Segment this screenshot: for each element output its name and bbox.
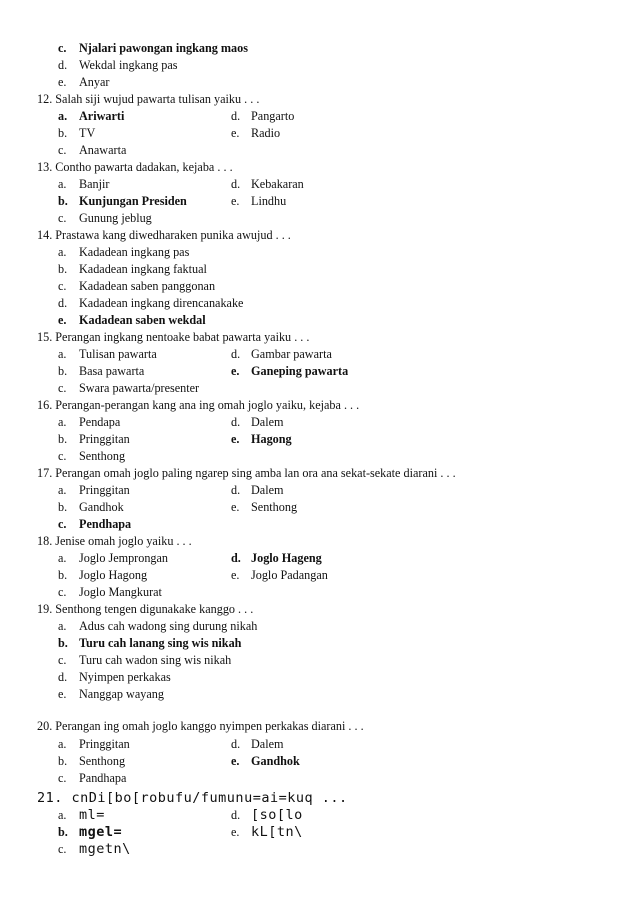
option-letter: d. bbox=[231, 737, 241, 751]
option-text: Gambar pawarta bbox=[251, 347, 332, 361]
option-letter: e. bbox=[231, 500, 240, 514]
option-text: Anyar bbox=[79, 75, 110, 89]
question-text: 12. Salah siji wujud pawarta tulisan yaiku . . . bbox=[37, 92, 260, 106]
option-text: kL[tn\ bbox=[251, 824, 303, 840]
option-text: mgel= bbox=[79, 824, 123, 840]
option-letter: a. bbox=[58, 347, 67, 361]
option-text: Joglo Hageng bbox=[251, 551, 322, 565]
option-text: Kadadean saben panggonan bbox=[79, 279, 216, 293]
option-text: Njalari pawongan ingkang maos bbox=[79, 41, 248, 55]
option-letter: c. bbox=[58, 842, 67, 856]
option-letter: c. bbox=[58, 279, 67, 293]
option-letter: a. bbox=[58, 619, 67, 633]
option-text: mgetn\ bbox=[79, 841, 131, 857]
option-text: Senthong bbox=[79, 449, 126, 463]
question-text: 13. Contho pawarta dadakan, kejaba . . . bbox=[37, 160, 233, 174]
option-letter: b. bbox=[58, 194, 68, 208]
option-letter: b. bbox=[58, 754, 68, 768]
option-text: Dalem bbox=[251, 415, 284, 429]
question-text: 14. Prastawa kang diwedharaken punika awujud . . . bbox=[37, 228, 291, 242]
option-text: Gandhok bbox=[251, 754, 300, 768]
option-text: Anawarta bbox=[79, 143, 127, 157]
option-letter: d. bbox=[231, 551, 241, 565]
option-letter: e. bbox=[231, 825, 240, 839]
option-letter: b. bbox=[58, 126, 68, 140]
option-text: Pendhapa bbox=[79, 517, 132, 531]
option-letter: c. bbox=[58, 449, 67, 463]
option-letter: b. bbox=[58, 262, 68, 276]
option-letter: c. bbox=[58, 381, 67, 395]
option-text: Pringgitan bbox=[79, 483, 130, 497]
option-letter: c. bbox=[58, 517, 67, 531]
option-letter: e. bbox=[231, 194, 240, 208]
option-letter: b. bbox=[58, 568, 68, 582]
question-text: 16. Perangan-perangan kang ana ing omah joglo yaiku, kejaba . . . bbox=[37, 398, 360, 412]
option-text: Turu cah wadon sing wis nikah bbox=[79, 653, 232, 667]
option-letter: e. bbox=[58, 313, 67, 327]
option-text: Kadadean ingkang pas bbox=[79, 245, 190, 259]
question-text: 20. Perangan ing omah joglo kanggo nyimpen perkakas diarani . . . bbox=[37, 719, 364, 733]
option-letter: b. bbox=[58, 825, 68, 839]
option-letter: a. bbox=[58, 808, 67, 822]
option-letter: d. bbox=[231, 483, 241, 497]
option-text: Ariwarti bbox=[79, 109, 125, 123]
option-text: Kadadean ingkang direncanakake bbox=[79, 296, 244, 310]
option-text: Senthong bbox=[251, 500, 298, 514]
option-letter: b. bbox=[58, 500, 68, 514]
option-text: Ganeping pawarta bbox=[251, 364, 349, 378]
option-letter: c. bbox=[58, 143, 67, 157]
option-text: Senthong bbox=[79, 754, 126, 768]
option-text: Kebakaran bbox=[251, 177, 304, 191]
option-text: Banjir bbox=[79, 177, 110, 191]
option-letter: a. bbox=[58, 551, 67, 565]
option-letter: c. bbox=[58, 771, 67, 785]
option-text: Turu cah lanang sing wis nikah bbox=[79, 636, 242, 650]
option-text: Dalem bbox=[251, 483, 284, 497]
option-letter: e. bbox=[231, 754, 240, 768]
question-text: 19. Senthong tengen digunakake kanggo . . . bbox=[37, 602, 254, 616]
option-letter: c. bbox=[58, 585, 67, 599]
option-letter: d. bbox=[231, 347, 241, 361]
question-text: 21. cnDi[bo[robufu/fumunu=ai=kuq ... bbox=[37, 790, 348, 806]
option-letter: c. bbox=[58, 653, 67, 667]
option-text: Kunjungan Presiden bbox=[79, 194, 187, 208]
option-text: Wekdal ingkang pas bbox=[79, 58, 178, 72]
option-letter: a. bbox=[58, 109, 68, 123]
option-text: Swara pawarta/presenter bbox=[79, 381, 200, 395]
option-letter: a. bbox=[58, 415, 67, 429]
option-text: Joglo Mangkurat bbox=[79, 585, 162, 599]
option-letter: d. bbox=[231, 808, 241, 822]
question-text: 18. Jenise omah joglo yaiku . . . bbox=[37, 534, 192, 548]
option-text: Hagong bbox=[251, 432, 292, 446]
option-text: Tulisan pawarta bbox=[79, 347, 157, 361]
option-text: ml= bbox=[79, 807, 105, 823]
option-letter: c. bbox=[58, 41, 67, 55]
option-text: Joglo Padangan bbox=[251, 568, 328, 582]
option-letter: c. bbox=[58, 211, 67, 225]
option-text: Dalem bbox=[251, 737, 284, 751]
option-letter: e. bbox=[231, 364, 240, 378]
option-text: Lindhu bbox=[251, 194, 287, 208]
option-letter: d. bbox=[58, 58, 68, 72]
option-text: [so[lo bbox=[251, 807, 303, 823]
question-text: 15. Perangan ingkang nentoake babat pawarta yaiku . . . bbox=[37, 330, 310, 344]
option-text: Pendapa bbox=[79, 415, 121, 429]
option-letter: e. bbox=[231, 432, 240, 446]
option-letter: d. bbox=[231, 109, 241, 123]
option-letter: d. bbox=[231, 177, 241, 191]
option-text: Joglo Hagong bbox=[79, 568, 148, 582]
option-letter: a. bbox=[58, 177, 67, 191]
option-text: TV bbox=[79, 126, 96, 140]
option-text: Basa pawarta bbox=[79, 364, 145, 378]
option-text: Nanggap wayang bbox=[79, 687, 164, 701]
option-letter: a. bbox=[58, 245, 67, 259]
option-text: Pringgitan bbox=[79, 432, 130, 446]
option-text: Adus cah wadong sing durung nikah bbox=[79, 619, 258, 633]
option-text: Joglo Jemprongan bbox=[79, 551, 169, 565]
option-text: Nyimpen perkakas bbox=[79, 670, 171, 684]
option-letter: a. bbox=[58, 483, 67, 497]
option-letter: e. bbox=[231, 568, 240, 582]
option-letter: b. bbox=[58, 432, 68, 446]
option-letter: e. bbox=[231, 126, 240, 140]
option-text: Pandhapa bbox=[79, 771, 127, 785]
option-letter: b. bbox=[58, 636, 68, 650]
option-letter: d. bbox=[58, 670, 68, 684]
option-text: Kadadean ingkang faktual bbox=[79, 262, 207, 276]
option-text: Pringgitan bbox=[79, 737, 130, 751]
option-letter: b. bbox=[58, 364, 68, 378]
option-text: Gandhok bbox=[79, 500, 124, 514]
option-text: Pangarto bbox=[251, 109, 295, 123]
option-text: Kadadean saben wekdal bbox=[79, 313, 206, 327]
option-letter: a. bbox=[58, 737, 67, 751]
option-letter: e. bbox=[58, 687, 67, 701]
option-letter: e. bbox=[58, 75, 67, 89]
option-text: Gunung jeblug bbox=[79, 211, 152, 225]
option-letter: d. bbox=[58, 296, 68, 310]
option-letter: d. bbox=[231, 415, 241, 429]
question-text: 17. Perangan omah joglo paling ngarep sing amba lan ora ana sekat-sekate diarani . . . bbox=[37, 466, 456, 480]
option-text: Radio bbox=[251, 126, 281, 140]
